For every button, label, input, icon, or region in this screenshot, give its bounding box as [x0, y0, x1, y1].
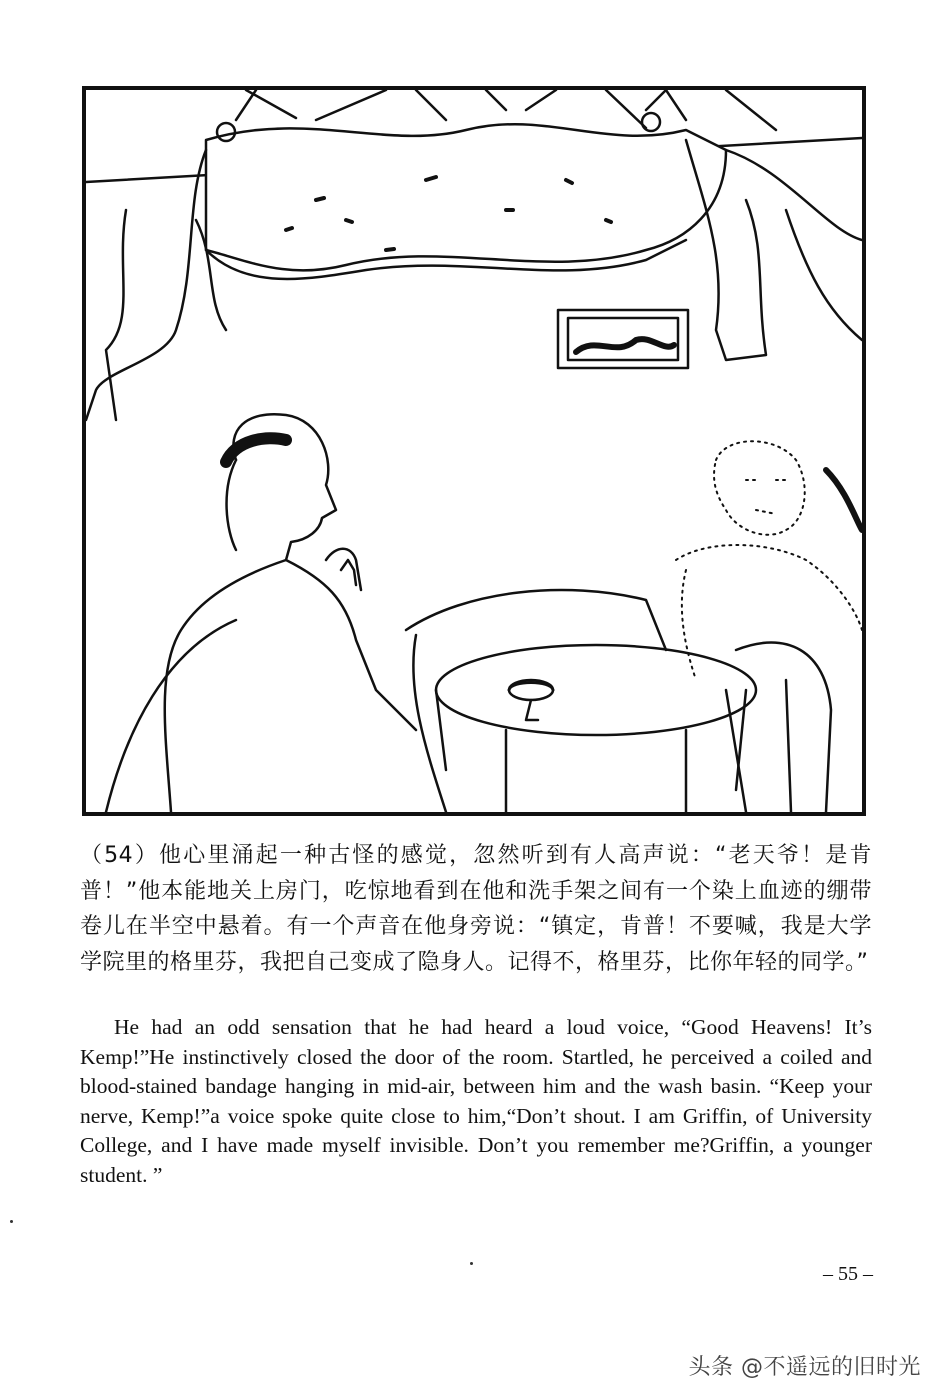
illustration-panel — [82, 86, 866, 816]
english-paragraph: He had an odd sensation that he had heard a loud voice, “Good Heavens! It’s Kemp!”He instinctively closed the door of the room. Startled, he perceived a coiled and blood-stained bandage hanging in mid-air, between him and the wash basin. “Keep your nerve, Kemp!”a voice spoke quite close to him,“Don’t shout. I am Griffin, of University College, and I have made myself invisible. Don’t you remember me?Griffin, a younger student. ” — [80, 1015, 872, 1187]
page-number: – 55 – — [823, 1263, 873, 1285]
chinese-paragraph: （54）他心里涌起一种古怪的感觉，忽然听到有人高声说：“老天爷！是肯普！”他本能地关上房门，吃惊地看到在他和洗手架之间有一个染上血迹的绷带卷儿在半空中悬着。有一个声音在他身旁说：“镇定，肯普！不要喊，我是大学学院里的格里芬，我把自己变成了隐身人。记得不，格里芬，比你年轻的同学。” — [80, 843, 872, 975]
scan-speck — [10, 1220, 13, 1223]
watermark: 头条 @不遥远的旧时光 — [688, 1355, 921, 1380]
bedroom-scene-illustration-icon — [86, 90, 862, 812]
scan-speck — [470, 1262, 473, 1265]
